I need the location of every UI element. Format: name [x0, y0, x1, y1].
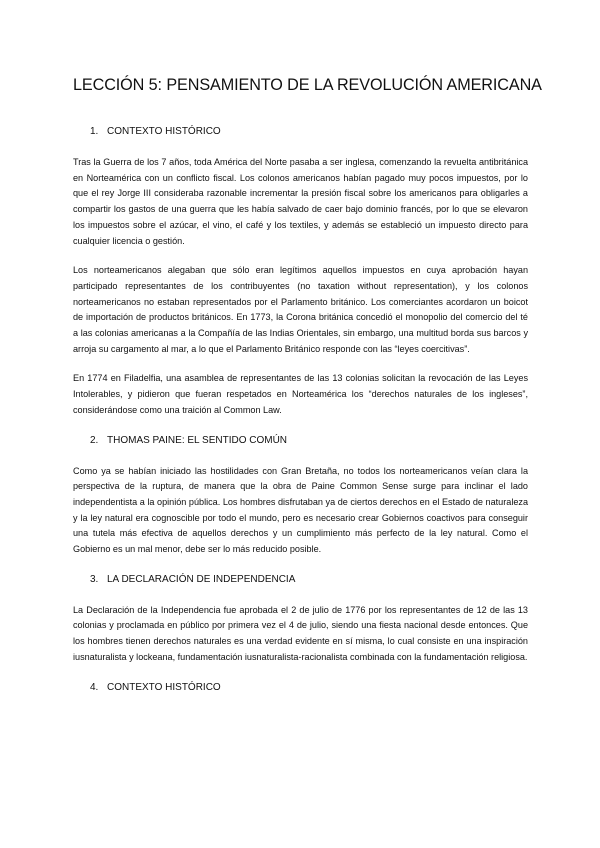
section-number: 2.: [90, 434, 99, 446]
section-heading-3: [90, 573, 528, 587]
section-heading-4: [90, 681, 528, 695]
section-number: 4.: [90, 681, 99, 693]
section-title: THOMAS PAINE: EL SENTIDO COMÚN: [107, 434, 288, 446]
paragraph: Como ya se habían iniciado las hostilidades con Gran Bretaña, no todos los norteamericanos veían clara la perspectiva de la ruptura, de manera que la obra de Paine Common Sense surge para inclinar el lado independentista a la opinión pública. Los hombres disfrutaban ya de ciertos derechos en el Estado de naturaleza y la ley natural era cognoscible por todo el mundo, pero es necesario crear Gobiernos coactivos para conseguir una tutela más efectiva de aquellos derechos y un cumplimiento más perfecto de la ley natural. Como el Gobierno es un mal menor, debe ser lo más reducido posible.: [73, 465, 528, 555]
section-heading-2: [90, 434, 528, 448]
section-title: CONTEXTO HISTÓRICO: [107, 126, 221, 137]
section-number: 3.: [90, 573, 99, 585]
paragraph: La Declaración de la Independencia fue aprobada el 2 de julio de 1776 por los representantes de 12 de las 13 colonias y proclamada en público por primera vez el 4 de julio, siendo una fiesta nacional desde entonces. Que los hombres tienen derechos naturales es una verdad evidente en sí misma, lo cual consiste en una inspiración iusnaturalista y lockeana, fundamentación iusnaturalista-racionalista combinada con la fundamentación religiosa.: [73, 604, 528, 662]
paragraph: En 1774 en Filadelfia, una asamblea de representantes de las 13 colonias solicitan la revocación de las Leyes Intolerables, y pidieron que fueran respetados en Norteamérica los “derechos naturales de los ingleses”, considerándose como una traición al Common Law.: [73, 373, 528, 415]
section-title: CONTEXTO HISTÓRICO: [107, 681, 221, 693]
section-number: 1.: [90, 126, 99, 137]
section-heading-1: [90, 125, 528, 139]
page-title: LECCIÓN 5: PENSAMIENTO DE LA REVOLUCIÓN AMERICANA: [73, 76, 542, 94]
section-title: LA DECLARACIÓN DE INDEPENDENCIA: [107, 573, 296, 585]
paragraph: Los norteamericanos alegaban que sólo eran legítimos aquellos impuestos en cuya aprobación hayan participado representantes de los contribuyentes (no taxation without representation), y los colonos norteamericanos no estaban representados por el Parlamento británico. Los comerciantes acordaron un boicot de importación de productos británicos. En 1773, la Corona británica concedió el monopolio del comercio del té a las colonias americanas a la Compañía de las Indias Orientales, sin embargo, una multitud borda sus barcos y arroja su cargamento al mar, a lo que el Parlamento Británico responde con las “leyes coercitivas”.: [73, 265, 528, 354]
paragraph: Tras la Guerra de los 7 años, toda América del Norte pasaba a ser inglesa, comenzando la revuelta antibritánica en Norteamérica con un conflicto fiscal. Los colonos americanos habían pagado muy pocos impuestos, por lo que el rey Jorge III consideraba razonable incrementar la presión fiscal sobre los americanos para obligarles a compartir los gastos de una guerra que les había salvado de caer bajo dominio francés, por lo que se elevaron los impuestos sobre el azúcar, el vino, el café y los textiles, y además se estableció un impuesto directo para cualquier licencia o gestión.: [73, 157, 528, 246]
